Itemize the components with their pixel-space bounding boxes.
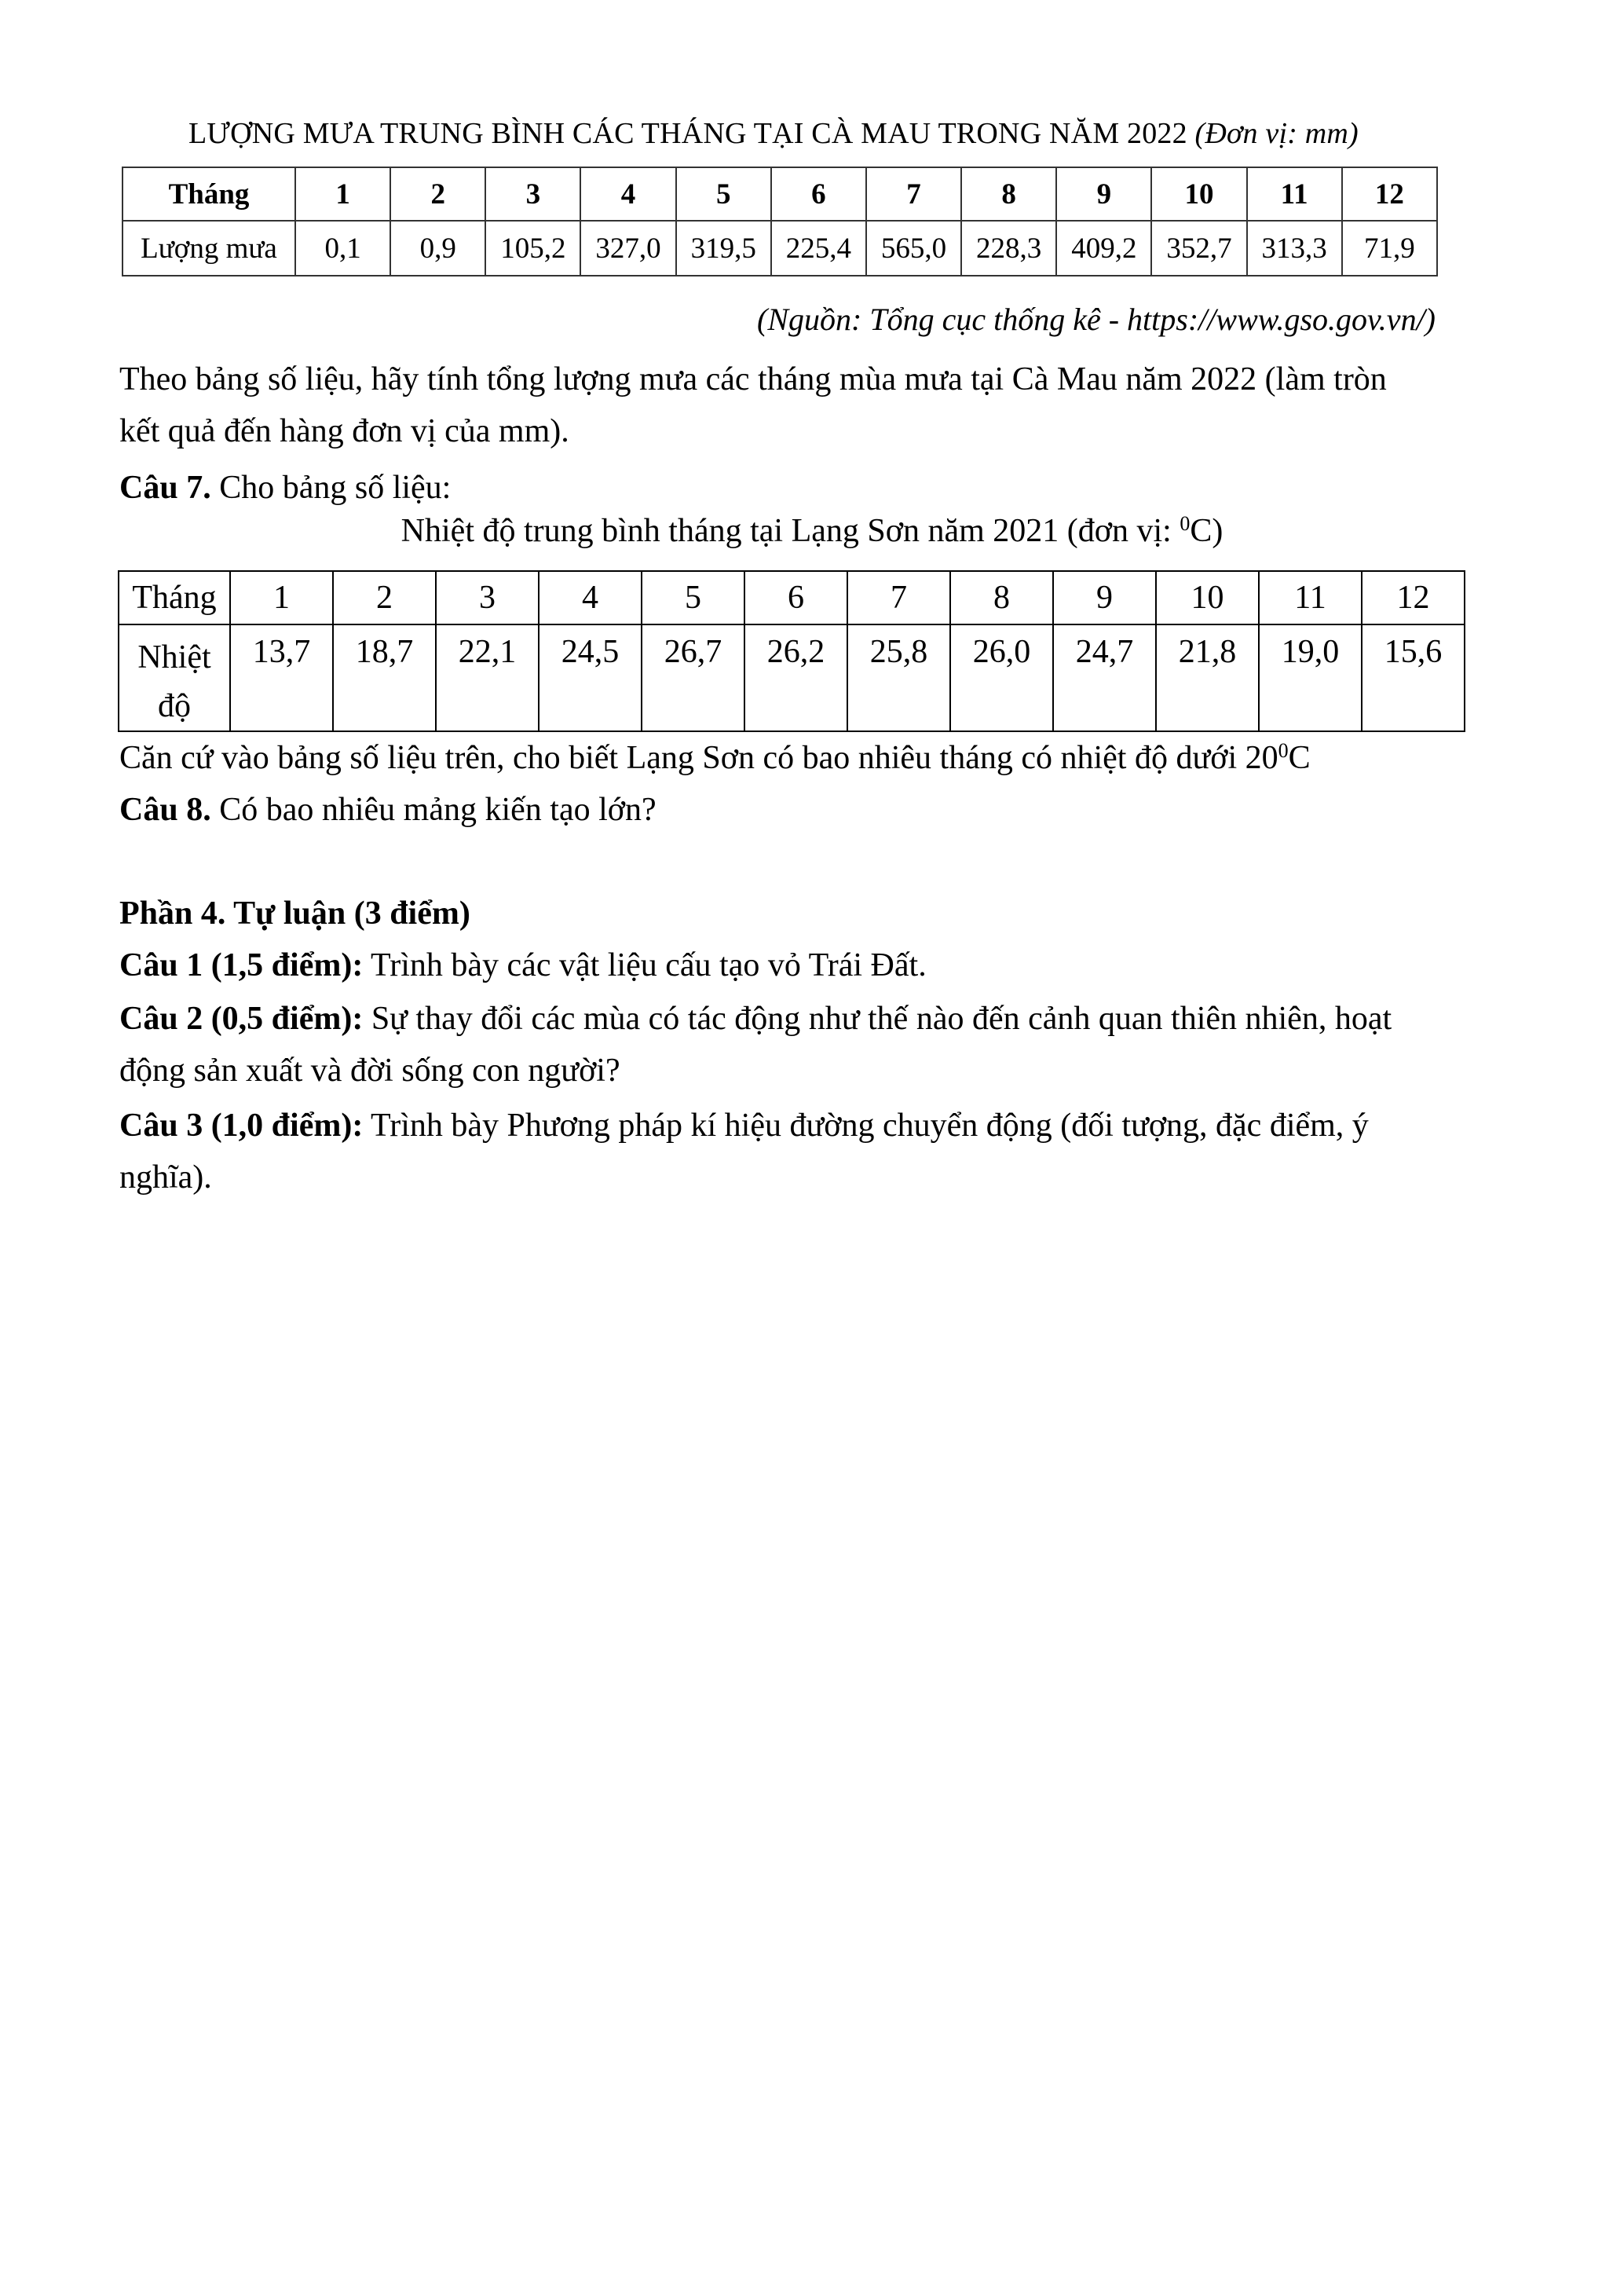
temp-value-cell: 19,0: [1259, 624, 1362, 731]
rain-month-cell: 7: [866, 167, 961, 221]
rain-value-cell: 0,9: [390, 221, 485, 276]
part4-q2-label: Câu 2 (0,5 điểm):: [119, 1001, 364, 1037]
rain-table-title-text: LƯỢNG MƯA TRUNG BÌNH CÁC THÁNG TẠI CÀ MAU TRONG NĂM 2022: [188, 117, 1187, 150]
rain-table-row-label: Lượng mưa: [123, 221, 295, 276]
temp-value-cell: 22,1: [436, 624, 539, 731]
question7-question-text: Căn cứ vào bảng số liệu trên, cho biết Lạng Sơn có bao nhiêu tháng có nhiệt độ dưới 20: [119, 740, 1278, 776]
temp-table-title-text: Nhiệt độ trung bình tháng tại Lạng Sơn năm 2021 (đơn vị:: [401, 513, 1180, 549]
part4-q2-line1: Sự thay đổi các mùa có tác động như thế nào đến cảnh quan thiên nhiên, hoạt: [363, 1001, 1392, 1037]
temp-table-row-label: [119, 624, 230, 731]
question7-question-unit: C: [1288, 740, 1311, 776]
temp-value-cell: 25,8: [847, 624, 950, 731]
question8-label: Câu 8.: [119, 792, 211, 828]
rain-table-source: (Nguồn: Tổng cục thống kê - https://www.gso.gov.vn/): [757, 302, 1436, 337]
rain-month-cell: 9: [1056, 167, 1151, 221]
part4-q3-line2: nghĩa).: [119, 1159, 212, 1196]
rain-table-unit: (Đơn vị: mm): [1194, 117, 1359, 150]
rain-month-cell: 4: [580, 167, 675, 221]
temp-table-value-row: [119, 624, 1465, 731]
part4-question3: [119, 1100, 1501, 1203]
temp-value-cell: 13,7: [230, 624, 333, 731]
rain-month-cell: 8: [961, 167, 1056, 221]
temp-table-header-label: Tháng: [119, 571, 230, 624]
question7-text: Cho bảng số liệu:: [210, 470, 452, 506]
rain-value-cell: 565,0: [866, 221, 961, 276]
rain-value-cell: 228,3: [961, 221, 1056, 276]
temp-row-label-line2: độ: [158, 688, 191, 724]
temp-month-cell: 3: [436, 571, 539, 624]
part4-heading-text: Phần 4. Tự luận (3 điểm): [119, 895, 470, 932]
rain-month-cell: 2: [390, 167, 485, 221]
rain-value-cell: 313,3: [1247, 221, 1342, 276]
temp-month-cell: 6: [744, 571, 847, 624]
temp-value-cell: 24,7: [1053, 624, 1156, 731]
part4-q1-label: Câu 1 (1,5 điểm):: [119, 947, 364, 983]
question7-question: [119, 732, 1501, 784]
rain-table: [122, 167, 1438, 276]
rain-value-cell: 409,2: [1056, 221, 1151, 276]
question7-label: Câu 7.: [119, 470, 211, 506]
rain-table-header-row: [123, 167, 1437, 221]
rain-month-cell: 3: [485, 167, 580, 221]
part4-q3-label: Câu 3 (1,0 điểm):: [119, 1108, 364, 1144]
temp-month-cell: 1: [230, 571, 333, 624]
rain-value-cell: 105,2: [485, 221, 580, 276]
question7-degree: 0: [1278, 739, 1289, 762]
rain-table-header-label: Tháng: [123, 167, 295, 221]
temp-value-cell: 26,7: [642, 624, 744, 731]
rain-table-value-row: [123, 221, 1437, 276]
temp-value-cell: 24,5: [539, 624, 642, 731]
temp-month-cell: 8: [950, 571, 1053, 624]
temp-month-cell: 11: [1259, 571, 1362, 624]
part4-heading: [119, 888, 1501, 939]
rain-month-cell: 11: [1247, 167, 1342, 221]
temp-month-cell: 10: [1156, 571, 1259, 624]
temp-table-title: [0, 512, 1624, 550]
question6-text: [119, 353, 1501, 457]
rain-value-cell: 225,4: [771, 221, 866, 276]
rain-value-cell: 352,7: [1151, 221, 1246, 276]
temp-month-cell: 4: [539, 571, 642, 624]
part4-question1: [119, 939, 1501, 991]
temp-month-cell: 5: [642, 571, 744, 624]
rain-month-cell: 12: [1342, 167, 1437, 221]
rain-value-cell: 71,9: [1342, 221, 1437, 276]
part4-q1-text: Trình bày các vật liệu cấu tạo vỏ Trái Đất.: [363, 947, 927, 983]
temp-value-cell: 21,8: [1156, 624, 1259, 731]
temp-value-cell: 26,0: [950, 624, 1053, 731]
part4-q3-line1: Trình bày Phương pháp kí hiệu đường chuyển động (đối tượng, đặc điểm, ý: [363, 1108, 1369, 1144]
part4-q2-line2: động sản xuất và đời sống con người?: [119, 1053, 620, 1089]
temp-month-cell: 2: [333, 571, 436, 624]
part4-question2: [119, 993, 1501, 1097]
temp-table: [118, 570, 1465, 732]
temp-month-cell: 9: [1053, 571, 1156, 624]
question8: [119, 784, 1501, 836]
temp-row-label-line1: Nhiệt: [137, 639, 211, 676]
temp-title-degree: 0: [1180, 512, 1191, 535]
rain-value-cell: 0,1: [295, 221, 390, 276]
question6-line2: kết quả đến hàng đơn vị của mm).: [119, 413, 569, 449]
temp-value-cell: 26,2: [744, 624, 847, 731]
rain-month-cell: 10: [1151, 167, 1246, 221]
rain-month-cell: 6: [771, 167, 866, 221]
temp-value-cell: 18,7: [333, 624, 436, 731]
rain-value-cell: 327,0: [580, 221, 675, 276]
rain-month-cell: 5: [676, 167, 771, 221]
rain-table-title: [188, 116, 1398, 151]
rain-value-cell: 319,5: [676, 221, 771, 276]
temp-month-cell: 7: [847, 571, 950, 624]
temp-title-unit: C): [1190, 513, 1223, 549]
temp-value-cell: 15,6: [1362, 624, 1465, 731]
question8-text: Có bao nhiêu mảng kiến tạo lớn?: [210, 792, 657, 828]
rain-month-cell: 1: [295, 167, 390, 221]
temp-month-cell: 12: [1362, 571, 1465, 624]
question7-intro: [119, 462, 1501, 514]
temp-table-header-row: [119, 571, 1465, 624]
question6-line1: Theo bảng số liệu, hãy tính tổng lượng mưa các tháng mùa mưa tại Cà Mau năm 2022 (làm tròn: [119, 361, 1387, 397]
